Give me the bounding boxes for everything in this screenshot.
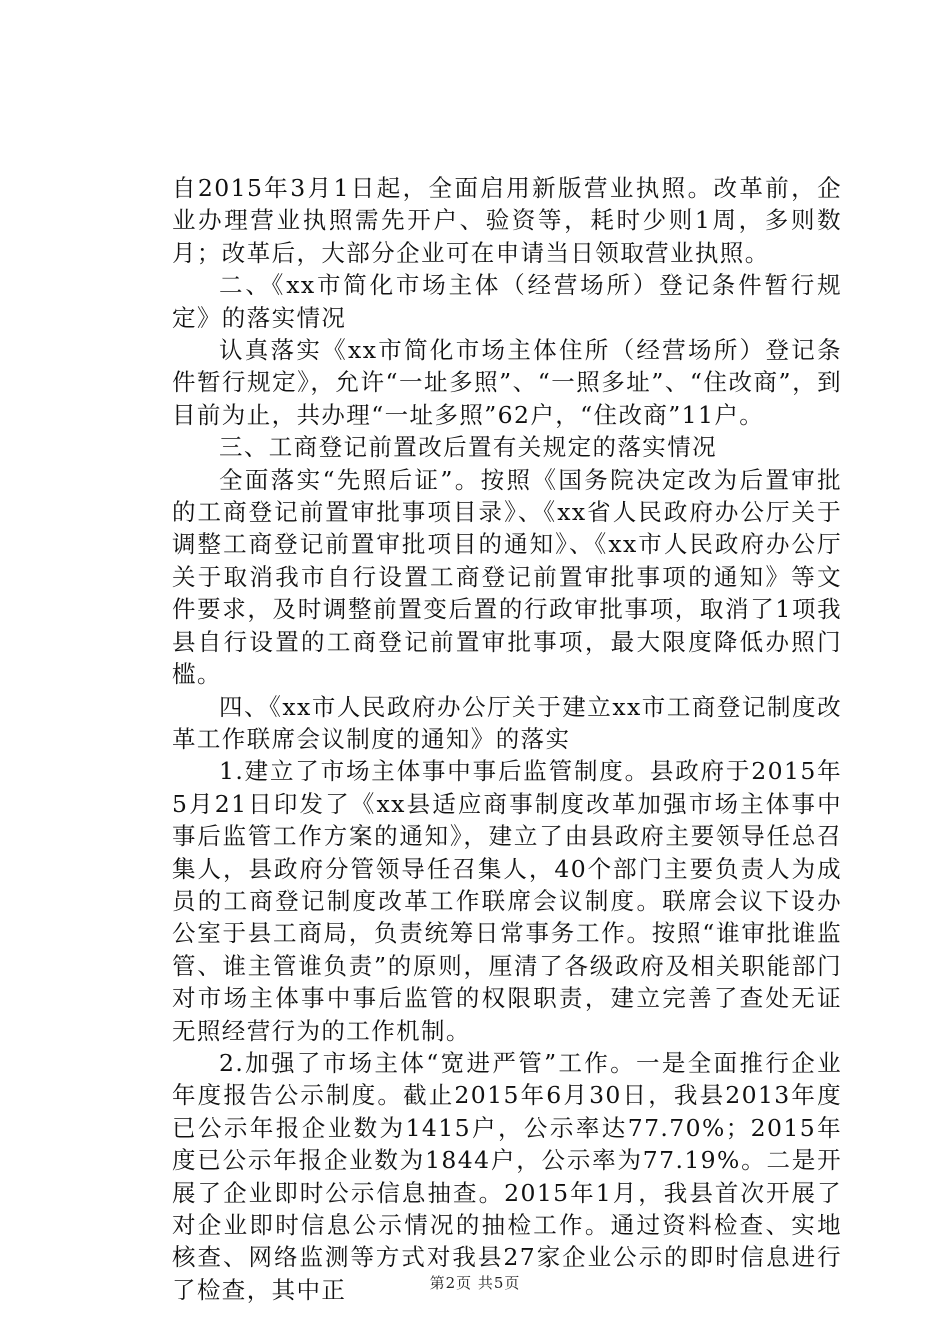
paragraph-continuation: 自2015年3月1日起，全面启用新版营业执照。改革前，企业办理营业执照需先开户、验资等，耗时少则1周，多则数月；改革后，大部分企业可在申请当日领取营业执照。 (172, 174, 842, 267)
paragraph-item-1: 1.建立了市场主体事中事后监管制度。县政府于2015年5月21日印发了《xx县适应商事制度改革加强市场主体事中事后监管工作方案的通知》，建立了由县政府主要领导任总召集人，县政府分管领导任召集人，40个部门主要负责人为成员的工商登记制度改革工作联席会议制度。联席会议下设办公室于县工商局，负责统筹日常事务工作。按照“谁审批谁监管、谁主管谁负责”的原则，厘清了各级政府及相关职能部门对市场主体事中事后监管的权限职责，建立完善了查处无证无照经营行为的工作机制。 (172, 757, 842, 1045)
section-heading-4: 四、《xx市人民政府办公厅关于建立xx市工商登记制度改革工作联席会议制度的通知》的落实 (172, 692, 842, 753)
paragraph-item-2: 2.加强了市场主体“宽进严管”工作。一是全面推行企业年度报告公示制度。截止2015年6月30日，我县2013年度已公示年报企业数为1415户，公示率达77.70%；2015年度已公示年报企业数为1844户，公示率为77.19%。二是开展了企业即时公示信息抽查。2015年1月，我县首次开展了对企业即时信息公示情况的抽检工作。通过资料检查、实地核查、网络监测等方式对我县27家企业公示的即时信息进行了检查，其中正 (172, 1048, 842, 1304)
section-heading-3: 三、工商登记前置改后置有关规定的落实情况 (219, 433, 717, 462)
paragraph: 认真落实《xx市简化市场主体住所（经营场所）登记条件暂行规定》，允许“一址多照”、“一照多址”、“住改商”，到目前为止，共办理“一址多照”62户，“住改商”11户。 (172, 336, 842, 429)
page-number: 第2页 共5页 (429, 1274, 521, 1292)
document-body (172, 172, 842, 1306)
section-heading-2: 二、《xx市简化市场主体（经营场所）登记条件暂行规定》的落实情况 (172, 271, 842, 332)
paragraph: 全面落实“先照后证”。按照《国务院决定改为后置审批的工商登记前置审批事项目录》、《xx省人民政府办公厅关于调整工商登记前置审批项目的通知》、《xx市人民政府办公厅关于取消我市自行设置工商登记前置审批事项的通知》等文件要求，及时调整前置变后置的行政审批事项，取消了1项我县自行设置的工商登记前置审批事项，最大限度降低办照门槛。 (172, 465, 842, 689)
